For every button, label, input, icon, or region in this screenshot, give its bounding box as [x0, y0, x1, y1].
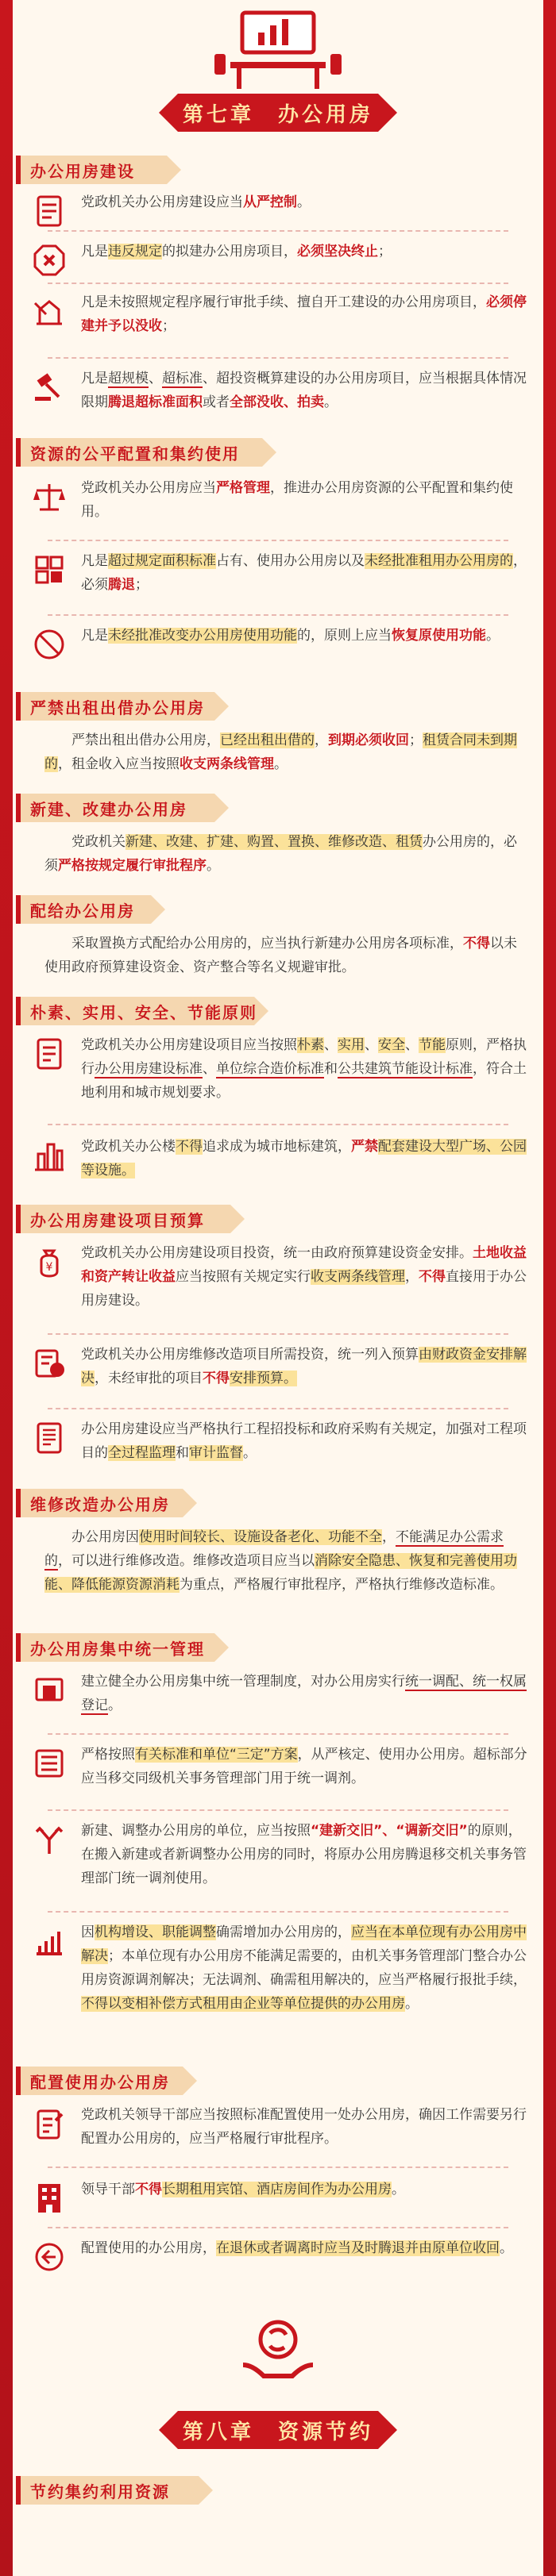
paragraph: 党政机关新建、改建、扩建、购置、置换、维修改造、租赁办公用房的，必须严格按规定履行审批程序。 [44, 834, 517, 874]
item-text: 建立健全办公用房集中统一管理制度，对办公用房实行统一调配、统一权属登记。 [81, 1674, 527, 1713]
list-item [29, 1819, 527, 1890]
divider [48, 1911, 508, 1913]
list-item [29, 1241, 527, 1313]
list-item [29, 1670, 527, 1717]
section-header-renovation [16, 1489, 183, 1517]
item-text: 凡是超过规定面积标准占有、使用办公用房以及未经批准租用办公用房的，必须腾退； [81, 553, 527, 593]
list-item [29, 2236, 527, 2278]
list-item [29, 1417, 527, 1465]
item-text: 凡是违反规定的拟建办公用房项目，必须坚决终止； [81, 244, 392, 260]
section-header-fair-allocation [16, 438, 262, 467]
item-text: 党政机关办公用房维修改造项目所需投资，统一列入预算由财政资金安排解决，未经审批的项目不得安排预算。 [81, 1347, 527, 1386]
right-frame [543, 0, 556, 2576]
item-text: 办公用房建设应当严格执行工程招投标和政府采购有关规定，加强对工程项目的全过程监理和审计监督。 [81, 1421, 527, 1461]
scale-icon [29, 476, 70, 517]
item-text: 严格按照有关标准和单位“三定”方案，从严核定、使用办公用房。超标部分应当移交同级机关事务管理部门用于统一调剂。 [81, 1747, 527, 1786]
divider [48, 230, 508, 232]
left-frame [0, 0, 13, 2576]
item-text: 凡是未按照规定程序履行审批手续、擅自开工建设的办公用房项目，必须停建并予以没收； [81, 294, 527, 334]
item-text: 党政机关办公用房建设项目应当按照朴素、实用、安全、节能原则，严格执行办公用房建设标准、单位综合造价标准和公共建筑节能设计标准，符合土地利用和城市规划要求。 [81, 1037, 527, 1101]
divider [48, 283, 508, 284]
section-header-building [16, 156, 167, 184]
growth-icon [29, 1920, 70, 1962]
section-title: 朴素、实用、安全、节能原则 [30, 1002, 257, 1022]
section-title: 办公用房建设 [30, 161, 135, 181]
chapter-title: 第八章 资源节约 [182, 2420, 373, 2444]
list-item [29, 2103, 527, 2151]
divider [48, 1408, 508, 1409]
divider [48, 2227, 508, 2228]
section-title: 办公用房集中统一管理 [30, 1639, 205, 1659]
invoice-icon [29, 1343, 70, 1384]
chapter-8-banner [159, 2411, 397, 2449]
list-item [29, 476, 527, 524]
auction-icon [29, 367, 70, 408]
checklist-icon [29, 190, 70, 232]
divider [48, 357, 508, 359]
divider [48, 1809, 508, 1811]
list-item [29, 1743, 527, 1790]
landmark-icon [29, 1135, 70, 1176]
section-header-new-build [16, 794, 214, 822]
divider [48, 1733, 508, 1735]
construction-icon [29, 290, 70, 332]
no-change-icon [29, 624, 70, 665]
paragraph: 采取置换方式配给办公用房的，应当执行新建办公用房各项标准，不得以未使用政府预算建设资金、资产整合等名义规避审批。 [44, 936, 517, 975]
item-text: 配置使用的办公用房，在退休或者调离时应当及时腾退并由原单位收回。 [81, 2240, 513, 2256]
item-text: 党政机关办公楼不得追求成为城市地标建筑，严禁配套建设大型广场、公园等设施。 [81, 1139, 527, 1178]
item-text: 党政机关办公用房建设应当从严控制。 [81, 194, 311, 210]
paragraph: 严禁出租出借办公用房，已经出租出借的，到期必须收回；租赁合同未到期的，租金收入应当按照收支两条线管理。 [44, 732, 517, 772]
item-text: 因机构增设、职能调整确需增加办公用房的，应当在本单位现有办公用房中解决；本单位现有办公用房不能满足需要的，由机关事务管理部门整合办公用房资源调剂解决；无法调剂、确需租用解决的，应当严格履行报批手续，不得以变相补偿方式租用由企业等单位提供的办公用房。 [81, 1924, 527, 2012]
divider [48, 1124, 508, 1125]
list-item [29, 1343, 527, 1390]
list-item [29, 190, 527, 232]
section-header-principles [16, 997, 257, 1025]
item-text: 凡是未经批准改变办公用房使用功能的，原则上应当恢复原使用功能。 [81, 628, 500, 644]
item-text: 党政机关办公用房应当严格管理，推进办公用房资源的公平配置和集约使用。 [81, 480, 513, 520]
list-item [29, 290, 527, 338]
list-item [29, 1033, 527, 1105]
recycle-hands-icon [238, 2309, 318, 2389]
list-item [29, 549, 527, 597]
chapter-title: 第七章 办公用房 [182, 102, 373, 127]
list-item [29, 367, 527, 414]
section-header-no-lease [16, 692, 214, 721]
divider [48, 540, 508, 541]
section-header-configuration [16, 2067, 183, 2095]
contract-icon [29, 1417, 70, 1459]
list-item [29, 1135, 527, 1182]
clipboard-icon [29, 2103, 70, 2144]
item-text: 新建、调整办公用房的单位，应当按照“建新交旧”、“调新交旧”的原则，在搬入新建或者新调整办公用房的同时，将原办公用房腾退移交机关事务管理部门统一调剂使用。 [81, 1823, 527, 1886]
document-icon [29, 1033, 70, 1075]
item-text: 凡是超规模、超标准、超投资概算建设的办公用房项目，应当根据具体情况限期腾退超标准面积或者全部没收、拍卖。 [81, 371, 527, 410]
paragraph: 办公用房因使用时间较长、设施设备老化、功能不全，不能满足办公需求的，可以进行维修改造。维修改造项目应当以消除安全隐患、恢复和完善使用功能、降低能源资源消耗为重点，严格履行审批程序，严格执行维修改造标准。 [44, 1529, 517, 1593]
section-header-allocation [16, 895, 151, 924]
list-item [29, 240, 527, 281]
section-header-budget [16, 1205, 230, 1233]
section-title: 资源的公平配置和集约使用 [30, 444, 240, 463]
item-text: 领导干部不得长期租用宾馆、酒店房间作为办公用房。 [81, 2182, 405, 2197]
section-title: 办公用房建设项目预算 [30, 1210, 205, 1230]
item-text: 党政机关领导干部应当按照标准配置使用一处办公用房，确因工作需要另行配置办公用房的，应当严格履行审批程序。 [81, 2107, 527, 2147]
hotel-icon [29, 2178, 70, 2219]
section-header-resources [16, 2476, 199, 2505]
list-item [29, 2178, 527, 2219]
money-bag-icon [29, 1241, 70, 1282]
section-header-unified-management [16, 1633, 214, 1662]
rooms-icon [29, 549, 70, 590]
section-title: 维修改造办公用房 [30, 1494, 170, 1514]
section-title: 配给办公用房 [30, 901, 135, 921]
fork-icon [29, 1819, 70, 1860]
item-text: 党政机关办公用房建设项目投资，统一由政府预算建设资金安排。土地收益和资产转让收益应当按照有关规定实行收支两条线管理，不得直接用于办公用房建设。 [81, 1245, 527, 1309]
divider [48, 614, 508, 616]
section-title: 严禁出租出借办公用房 [30, 698, 205, 717]
door-icon [29, 1670, 70, 1711]
divider [48, 1333, 508, 1335]
stop-icon [29, 240, 70, 281]
svg-text:¥: ¥ [45, 1261, 53, 1274]
team-icon [29, 1743, 70, 1784]
return-icon [29, 2236, 70, 2278]
desk-illustration [214, 5, 342, 92]
section-title: 节约集约利用资源 [30, 2482, 170, 2501]
section-title: 新建、改建办公用房 [30, 799, 187, 819]
list-item [29, 1920, 527, 2016]
divider [48, 2167, 508, 2168]
section-title: 配置使用办公用房 [30, 2072, 170, 2092]
chapter-7-banner [159, 94, 397, 132]
list-item [29, 624, 527, 665]
